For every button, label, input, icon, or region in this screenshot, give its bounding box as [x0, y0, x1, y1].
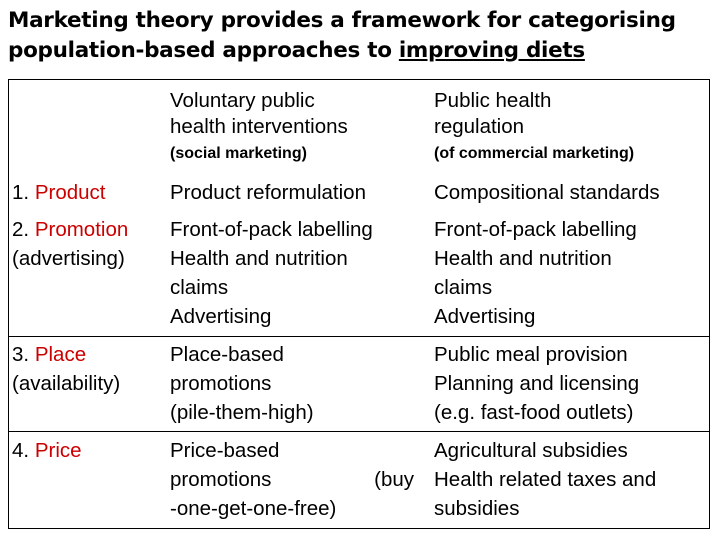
cell-line: promotions [170, 372, 272, 395]
header-regulation-line-2: regulation [434, 115, 525, 138]
cell-place-voluntary [170, 340, 314, 427]
cell-price-voluntary [170, 436, 414, 523]
cell-line: -one-get-one-free) [170, 497, 337, 520]
row-label-price [12, 436, 82, 465]
row-label-product [12, 178, 105, 207]
cell-line: Place-based [170, 343, 284, 366]
cell-line: Health and nutrition [170, 247, 348, 270]
title-line-2 [8, 36, 712, 66]
cell-line: Front-of-pack labelling [170, 218, 373, 241]
row-label-sub: (availability) [12, 372, 121, 395]
header-regulation-sub: (of commercial marketing) [434, 145, 635, 162]
row-label-sub: (advertising) [12, 247, 125, 270]
cell-line-justified: promotions (buy [170, 468, 414, 491]
header-regulation [434, 88, 634, 164]
row-divider-place [9, 336, 709, 337]
cell-line: Product reformulation [170, 181, 366, 204]
row-label-text: Promotion [34, 218, 129, 241]
header-voluntary-line-1: Voluntary public [170, 89, 315, 112]
cell-line: subsidies [434, 497, 520, 520]
cell-line: Public meal provision [434, 343, 628, 366]
cell-line: Health and nutrition [434, 247, 612, 270]
cell-line: Agricultural subsidies [434, 439, 628, 462]
row-label-number: 3. [12, 343, 30, 366]
cell-line: Price-based [170, 439, 280, 462]
row-label-text: Price [34, 439, 82, 462]
row-label-promotion [12, 215, 128, 273]
header-voluntary-sub: (social marketing) [170, 145, 307, 162]
cell-line: Advertising [170, 305, 272, 328]
cell-line: claims [434, 276, 493, 299]
row-label-number: 2. [12, 218, 30, 241]
row-label-number: 4. [12, 439, 30, 462]
header-regulation-line-1: Public health [434, 89, 552, 112]
cell-line: Advertising [434, 305, 536, 328]
cell-promotion-regulation [434, 215, 637, 331]
row-label-number: 1. [12, 181, 30, 204]
cell-line: (pile-them-high) [170, 401, 314, 424]
cell-line: (e.g. fast-food outlets) [434, 401, 634, 424]
cell-line: Compositional standards [434, 181, 660, 204]
cell-product-regulation [434, 178, 660, 207]
cell-line: Planning and licensing [434, 372, 640, 395]
cell-line: Health related taxes and [434, 468, 657, 491]
title-line-1: Marketing theory provides a framework for categorising [8, 8, 676, 33]
title-underlined-text: improving diets [398, 38, 585, 63]
cell-line: claims [170, 276, 229, 299]
cell-product-voluntary [170, 178, 366, 207]
row-divider-price [9, 431, 709, 432]
cell-line: Front-of-pack labelling [434, 218, 637, 241]
header-voluntary [170, 88, 348, 164]
slide-title [8, 6, 712, 66]
row-label-text: Product [34, 181, 106, 204]
cell-price-regulation [434, 436, 656, 523]
row-label-text: Place [34, 343, 87, 366]
cell-promotion-voluntary [170, 215, 373, 331]
title-line-2-text: population-based approaches to [8, 38, 399, 63]
row-label-place [12, 340, 120, 398]
header-voluntary-line-2: health interventions [170, 115, 348, 138]
cell-place-regulation [434, 340, 639, 427]
